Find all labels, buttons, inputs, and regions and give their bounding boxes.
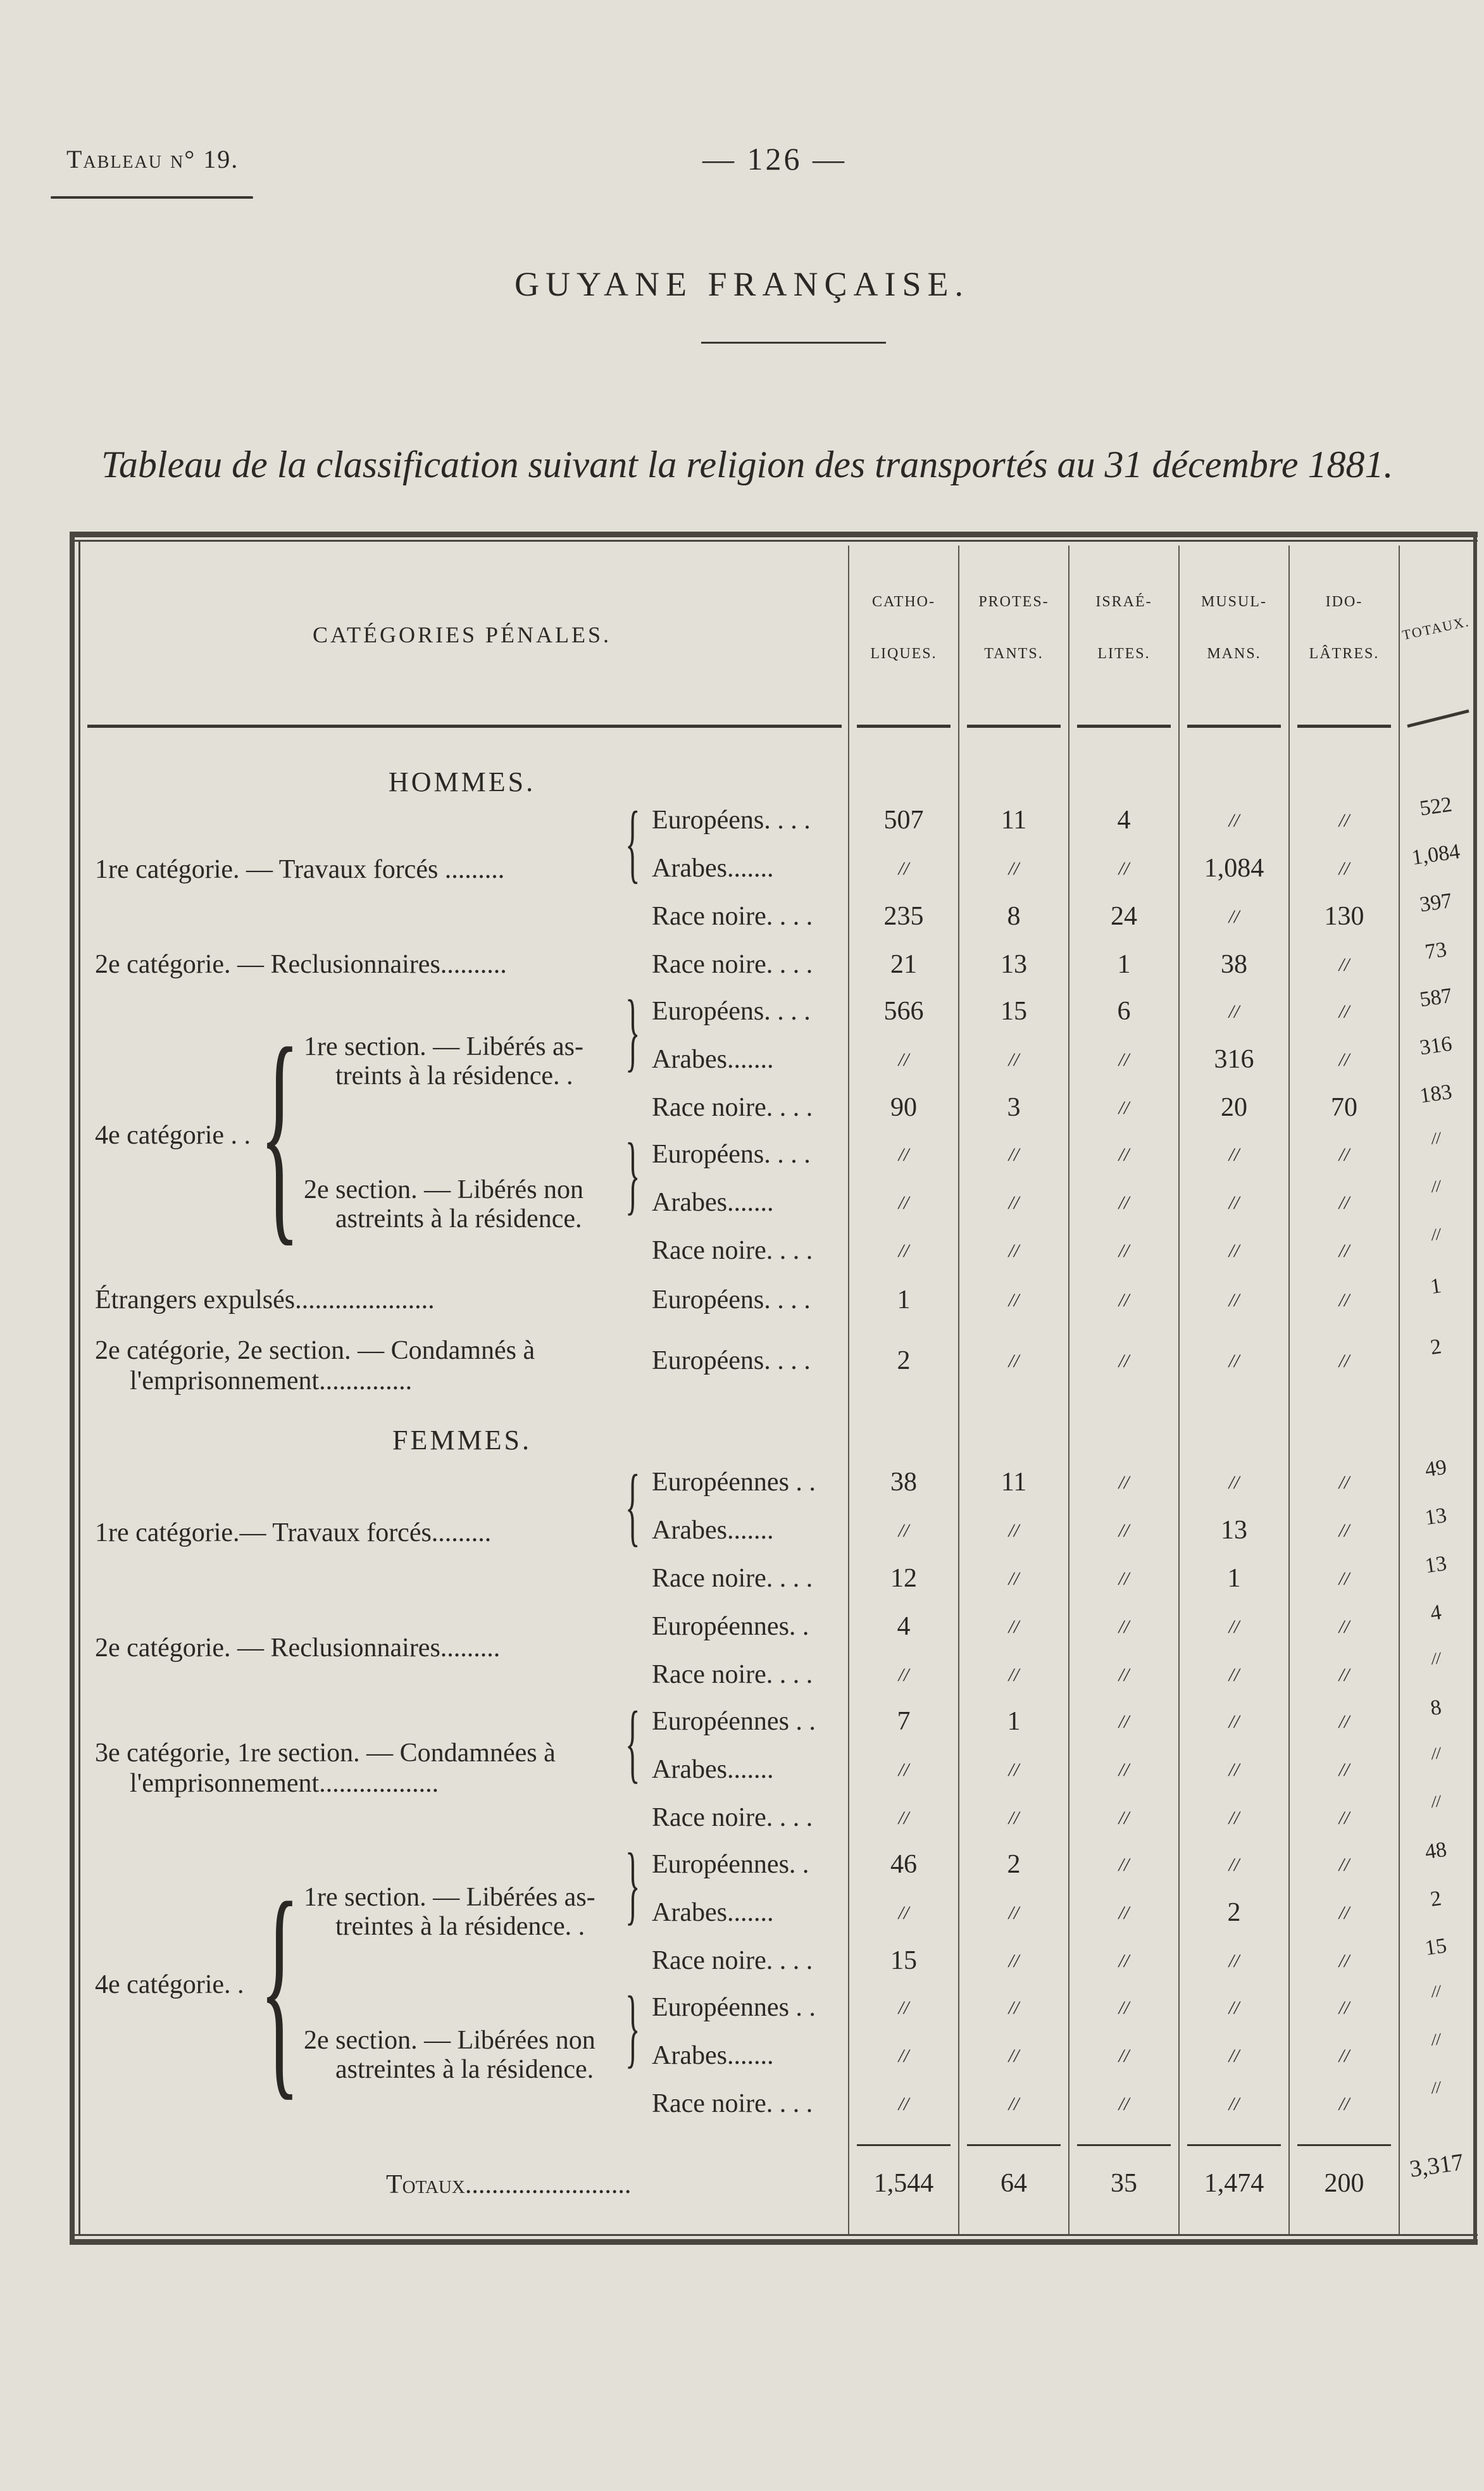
row-total: // bbox=[1430, 1649, 1442, 1668]
category-label: treints à la résidence. . bbox=[335, 1061, 573, 1090]
row-label: Race noire. . . . bbox=[652, 1803, 813, 1832]
table-cell: // bbox=[1338, 1807, 1350, 1828]
row-label: Arabes....... bbox=[652, 2041, 774, 2070]
row-total: 48 bbox=[1423, 1837, 1449, 1864]
table-frame-bottom-inner bbox=[70, 2234, 1478, 2236]
table-cell: // bbox=[1008, 1759, 1019, 1780]
table-cell: // bbox=[898, 2045, 909, 2066]
table-cell: // bbox=[1008, 1616, 1019, 1637]
table-cell: // bbox=[898, 1807, 909, 1828]
table-cell: // bbox=[1338, 1664, 1350, 1685]
row-label: Européens. . . . bbox=[652, 806, 811, 835]
table-cell: // bbox=[898, 1902, 909, 1923]
table-cell: 11 bbox=[1001, 1468, 1027, 1497]
table-cell: // bbox=[1228, 1144, 1240, 1165]
table-cell: // bbox=[1118, 1759, 1130, 1780]
table-cell: // bbox=[1118, 1807, 1130, 1828]
table-frame-top-inner bbox=[70, 540, 1478, 542]
row-label: Européennes . . bbox=[652, 1993, 816, 2022]
table-cell: 4 bbox=[897, 1612, 911, 1641]
row-total: 1,084 bbox=[1410, 839, 1462, 870]
table-cell: // bbox=[1008, 1997, 1019, 2018]
total-catholiques: 1,544 bbox=[873, 2169, 934, 2198]
col-header-protestants-2: TANTS. bbox=[984, 646, 1044, 662]
table-cell: // bbox=[1338, 1192, 1350, 1213]
row-label: Européens. . . . bbox=[652, 997, 811, 1026]
col-header-musulmans: MUSUL- bbox=[1200, 594, 1267, 610]
row-label: Race noire. . . . bbox=[652, 1236, 813, 1265]
table-cell: // bbox=[1008, 1664, 1019, 1685]
table-cell: // bbox=[1008, 1807, 1019, 1828]
col-divider bbox=[848, 546, 849, 2234]
table-cell: // bbox=[1228, 1472, 1240, 1493]
table-cell: // bbox=[898, 1049, 909, 1070]
table-cell: // bbox=[1118, 858, 1130, 879]
page-number: — 126 — bbox=[702, 141, 847, 177]
table-cell: // bbox=[898, 1192, 909, 1213]
row-total: 397 bbox=[1418, 889, 1454, 917]
row-label: Race noire. . . . bbox=[652, 950, 813, 979]
table-cell: // bbox=[1008, 1192, 1019, 1213]
table-cell: // bbox=[1228, 2094, 1240, 2114]
table-cell: // bbox=[1338, 1951, 1350, 1971]
table-cell: // bbox=[898, 1997, 909, 2018]
table-cell: 20 bbox=[1221, 1093, 1247, 1122]
total-israelites: 35 bbox=[1111, 2169, 1137, 2198]
table-cell: 3 bbox=[1007, 1093, 1021, 1122]
table-cell: // bbox=[1228, 1951, 1240, 1971]
row-label: Race noire. . . . bbox=[652, 1564, 813, 1593]
table-cell: // bbox=[1228, 1664, 1240, 1685]
table-cell: // bbox=[1338, 858, 1350, 879]
table-cell: // bbox=[1338, 1711, 1350, 1732]
table-cell: 38 bbox=[890, 1468, 917, 1497]
table-cell: // bbox=[898, 1664, 909, 1685]
table-cell: // bbox=[1008, 2045, 1019, 2066]
table-cell: // bbox=[1338, 1520, 1350, 1541]
row-label: Arabes....... bbox=[652, 1516, 774, 1545]
table-cell: 130 bbox=[1324, 902, 1364, 931]
table-cell: // bbox=[1008, 1902, 1019, 1923]
table-cell: // bbox=[1228, 2045, 1240, 2066]
brace: { bbox=[625, 794, 640, 892]
table-cell: // bbox=[1338, 2094, 1350, 2114]
table-cell: // bbox=[898, 1240, 909, 1261]
category-label: 1re catégorie.— Travaux forcés......... bbox=[95, 1518, 492, 1547]
table-cell: // bbox=[1338, 810, 1350, 831]
category-label: 2e catégorie. — Reclusionnaires.......... bbox=[95, 950, 507, 979]
table-cell: 316 bbox=[1214, 1045, 1254, 1074]
category-label: astreintes à la résidence. bbox=[335, 2055, 594, 2084]
table-cell: 13 bbox=[1221, 1516, 1247, 1545]
table-cell: // bbox=[1338, 1240, 1350, 1261]
table-cell: 235 bbox=[883, 902, 924, 931]
col-header-protestants: PROTES- bbox=[978, 594, 1049, 610]
totals-rule bbox=[967, 2144, 1061, 2146]
table-cell: 8 bbox=[1007, 902, 1021, 931]
table-cell: // bbox=[1118, 1520, 1130, 1541]
table-cell: 2 bbox=[897, 1346, 911, 1375]
table-cell: 1,084 bbox=[1204, 854, 1264, 883]
table-cell: // bbox=[1338, 1049, 1350, 1070]
table-cell: 70 bbox=[1331, 1093, 1357, 1122]
row-total: 587 bbox=[1418, 983, 1454, 1012]
table-cell: // bbox=[1008, 2094, 1019, 2114]
row-label: Européens. . . . bbox=[652, 1285, 811, 1314]
table-cell: // bbox=[1338, 1854, 1350, 1875]
table-cell: // bbox=[1338, 1759, 1350, 1780]
table-cell: // bbox=[1118, 1664, 1130, 1685]
table-cell: // bbox=[1008, 858, 1019, 879]
row-total: 183 bbox=[1418, 1080, 1454, 1108]
col-divider bbox=[958, 546, 959, 2234]
table-frame-left-inner bbox=[78, 540, 80, 2236]
col-divider bbox=[1288, 546, 1290, 2234]
col-header-totaux: TOTAUX. bbox=[1400, 613, 1471, 643]
table-cell: // bbox=[1118, 1240, 1130, 1261]
table-cell: // bbox=[1118, 1951, 1130, 1971]
table-cell: // bbox=[1338, 954, 1350, 975]
table-cell: // bbox=[1228, 1854, 1240, 1875]
header-rule bbox=[1407, 709, 1469, 728]
col-divider bbox=[1399, 546, 1400, 2234]
brace: { bbox=[259, 999, 300, 1266]
table-cell: // bbox=[898, 1759, 909, 1780]
brace: } bbox=[625, 1125, 640, 1223]
table-frame-left bbox=[70, 532, 75, 2245]
row-total: 15 bbox=[1423, 1933, 1449, 1961]
table-cell: // bbox=[1118, 1144, 1130, 1165]
category-label: treintes à la résidence. . bbox=[335, 1912, 585, 1941]
row-total: // bbox=[1430, 1177, 1442, 1196]
row-total: 2 bbox=[1428, 1335, 1443, 1360]
category-label: 4e catégorie. . bbox=[95, 1970, 244, 1999]
row-total: // bbox=[1430, 1982, 1442, 2001]
table-cell: 46 bbox=[890, 1850, 917, 1879]
table-frame-bottom bbox=[70, 2239, 1478, 2245]
row-label: Arabes....... bbox=[652, 1755, 774, 1784]
col-divider bbox=[1068, 546, 1069, 2234]
table-cell: // bbox=[1008, 1240, 1019, 1261]
row-total: 1 bbox=[1428, 1274, 1443, 1299]
row-label: Européennes. . bbox=[652, 1612, 809, 1641]
table-cell: // bbox=[1118, 1711, 1130, 1732]
table-cell: 15 bbox=[890, 1946, 917, 1975]
header-rule bbox=[1077, 725, 1171, 728]
table-cell: // bbox=[1228, 810, 1240, 831]
totals-rule bbox=[857, 2144, 951, 2146]
brace: { bbox=[259, 1854, 300, 2120]
row-total: 8 bbox=[1428, 1695, 1443, 1721]
totals-rule bbox=[1077, 2144, 1171, 2146]
brace: } bbox=[625, 1835, 640, 1933]
header-rule bbox=[1187, 725, 1281, 728]
row-total: // bbox=[1430, 1744, 1442, 1763]
brace: { bbox=[625, 1694, 640, 1792]
row-label: Européennes. . bbox=[652, 1850, 809, 1879]
totals-rule bbox=[1187, 2144, 1281, 2146]
col-header-israelites: ISRAÉ- bbox=[1095, 594, 1152, 610]
table-cell: // bbox=[1118, 1192, 1130, 1213]
category-label: 2e catégorie. — Reclusionnaires......... bbox=[95, 1633, 501, 1663]
table-cell: // bbox=[1338, 1568, 1350, 1589]
row-label: Arabes....... bbox=[652, 1898, 774, 1927]
table-frame-right bbox=[1473, 532, 1477, 2245]
table-cell: // bbox=[1338, 1144, 1350, 1165]
table-cell: // bbox=[1008, 1351, 1019, 1371]
section-femmes: FEMMES. bbox=[392, 1425, 532, 1456]
table-cell: 2 bbox=[1007, 1850, 1021, 1879]
row-label: Race noire. . . . bbox=[652, 1660, 813, 1689]
col-header-israelites-2: LITES. bbox=[1097, 646, 1150, 662]
table-cell: 2 bbox=[1227, 1898, 1241, 1927]
category-label: 1re section. — Libérés as- bbox=[304, 1032, 584, 1061]
row-label: Arabes....... bbox=[652, 1045, 774, 1074]
table-cell: // bbox=[1008, 1049, 1019, 1070]
table-cell: // bbox=[1008, 1951, 1019, 1971]
table-cell: // bbox=[1118, 1854, 1130, 1875]
category-label: l'emprisonnement.............. bbox=[130, 1366, 413, 1395]
col-header-categories: CATÉGORIES PÉNALES. bbox=[312, 622, 612, 647]
table-cell: // bbox=[1228, 1616, 1240, 1637]
table-cell: // bbox=[1228, 1759, 1240, 1780]
table-cell: // bbox=[1338, 1997, 1350, 2018]
table-cell: // bbox=[898, 1520, 909, 1541]
total-idolatres: 200 bbox=[1324, 2169, 1364, 2198]
table-cell: 90 bbox=[890, 1093, 917, 1122]
brace: } bbox=[625, 1978, 640, 2076]
table-cell: // bbox=[898, 858, 909, 879]
header-underline bbox=[51, 196, 253, 199]
table-cell: // bbox=[1338, 1472, 1350, 1493]
grand-total: 3,317 bbox=[1407, 2149, 1466, 2183]
row-total: 2 bbox=[1428, 1887, 1443, 1912]
row-total: 522 bbox=[1418, 792, 1454, 821]
row-label: Européens. . . . bbox=[652, 1346, 811, 1375]
row-total: 4 bbox=[1428, 1601, 1443, 1626]
table-reference: Tableau n° 19. bbox=[66, 145, 239, 173]
table-cell: // bbox=[1338, 1001, 1350, 1022]
table-cell: // bbox=[1118, 1568, 1130, 1589]
row-label: Race noire. . . . bbox=[652, 1093, 813, 1122]
row-label: Européennes . . bbox=[652, 1468, 816, 1497]
row-total: // bbox=[1430, 1225, 1442, 1244]
row-label: Race noire. . . . bbox=[652, 902, 813, 931]
total-protestants: 64 bbox=[1001, 2169, 1027, 2198]
table-cell: // bbox=[1008, 1144, 1019, 1165]
row-label: Arabes....... bbox=[652, 1188, 774, 1217]
table-cell: 1 bbox=[1007, 1707, 1021, 1736]
row-total: 13 bbox=[1423, 1503, 1449, 1530]
col-header-idolatres: IDO- bbox=[1325, 594, 1363, 610]
table-cell: 7 bbox=[897, 1707, 911, 1736]
header-rule bbox=[967, 725, 1061, 728]
table-cell: // bbox=[1338, 1351, 1350, 1371]
row-total: 13 bbox=[1423, 1551, 1449, 1578]
row-label: Race noire. . . . bbox=[652, 2089, 813, 2118]
category-label: 2e catégorie, 2e section. — Condamnés à bbox=[95, 1336, 535, 1365]
table-cell: // bbox=[1338, 1902, 1350, 1923]
table-cell: // bbox=[1008, 1290, 1019, 1311]
row-label: Européens. . . . bbox=[652, 1140, 811, 1169]
table-cell: 15 bbox=[1001, 997, 1027, 1026]
table-cell: 566 bbox=[883, 997, 924, 1026]
row-label: Européennes . . bbox=[652, 1707, 816, 1736]
category-label: 1re section. — Libérées as- bbox=[304, 1883, 595, 1912]
page-title: GUYANE FRANÇAISE. bbox=[514, 265, 970, 303]
col-header-catholiques: CATHO- bbox=[872, 594, 935, 610]
table-cell: // bbox=[1118, 1097, 1130, 1118]
table-cell: // bbox=[1228, 1997, 1240, 2018]
row-total: // bbox=[1430, 2078, 1442, 2097]
total-musulmans: 1,474 bbox=[1204, 2169, 1264, 2198]
category-label: Étrangers expulsés..................... bbox=[95, 1285, 435, 1314]
table-cell: // bbox=[1228, 1711, 1240, 1732]
table-cell: 507 bbox=[883, 806, 924, 835]
category-label: astreints à la résidence. bbox=[335, 1204, 582, 1233]
category-label: 1re catégorie. — Travaux forcés ......... bbox=[95, 855, 505, 884]
table-cell: 1 bbox=[1117, 950, 1131, 979]
table-cell: // bbox=[1338, 2045, 1350, 2066]
table-cell: // bbox=[1228, 906, 1240, 927]
table-cell: // bbox=[1118, 1616, 1130, 1637]
table-cell: 38 bbox=[1221, 950, 1247, 979]
table-cell: 11 bbox=[1001, 806, 1027, 835]
col-header-musulmans-2: MANS. bbox=[1207, 646, 1261, 662]
row-total: 316 bbox=[1418, 1032, 1454, 1060]
table-cell: // bbox=[1118, 1472, 1130, 1493]
table-cell: 21 bbox=[890, 950, 917, 979]
row-total: 73 bbox=[1423, 937, 1449, 965]
row-label: Race noire. . . . bbox=[652, 1946, 813, 1975]
row-total: 49 bbox=[1423, 1455, 1449, 1482]
table-subtitle: Tableau de la classification suivant la religion des transportés au 31 décembre 1881. bbox=[101, 444, 1394, 485]
category-label: 2e section. — Libérées non bbox=[304, 2026, 595, 2055]
row-total: // bbox=[1430, 1792, 1442, 1811]
header-rule bbox=[1297, 725, 1391, 728]
row-label: Arabes....... bbox=[652, 854, 774, 883]
table-cell: // bbox=[1118, 1351, 1130, 1371]
table-cell: // bbox=[1228, 1192, 1240, 1213]
table-cell: // bbox=[1228, 1290, 1240, 1311]
table-cell: // bbox=[1118, 1997, 1130, 2018]
row-total: // bbox=[1430, 1128, 1442, 1148]
totals-label: Totaux......................... bbox=[386, 2170, 632, 2199]
table-cell: // bbox=[1118, 1049, 1130, 1070]
category-label: l'emprisonnement.................. bbox=[130, 1769, 439, 1798]
col-header-catholiques-2: LIQUES. bbox=[870, 646, 937, 662]
table-cell: // bbox=[1228, 1807, 1240, 1828]
row-total: // bbox=[1430, 2030, 1442, 2049]
table-cell: // bbox=[1008, 1568, 1019, 1589]
table-frame-top bbox=[70, 532, 1478, 537]
totals-rule bbox=[1297, 2144, 1391, 2146]
category-label: 4e catégorie . . bbox=[95, 1121, 251, 1150]
table-cell: // bbox=[1118, 1902, 1130, 1923]
brace: { bbox=[625, 1457, 640, 1555]
table-cell: // bbox=[1228, 1001, 1240, 1022]
header-rule bbox=[857, 725, 951, 728]
table-cell: 13 bbox=[1001, 950, 1027, 979]
table-cell: 12 bbox=[890, 1564, 917, 1593]
table-cell: // bbox=[1338, 1616, 1350, 1637]
table-cell: // bbox=[898, 1144, 909, 1165]
table-cell: // bbox=[1008, 1520, 1019, 1541]
table-cell: 1 bbox=[897, 1285, 911, 1314]
table-cell: 1 bbox=[1227, 1564, 1241, 1593]
title-rule bbox=[701, 342, 886, 344]
table-cell: // bbox=[1118, 1290, 1130, 1311]
brace: } bbox=[625, 982, 640, 1080]
category-label: 2e section. — Libérés non bbox=[304, 1175, 584, 1204]
table-cell: // bbox=[1228, 1351, 1240, 1371]
header-rule bbox=[87, 725, 842, 728]
table-cell: // bbox=[1118, 2045, 1130, 2066]
table-cell: 6 bbox=[1117, 997, 1131, 1026]
table-cell: 4 bbox=[1117, 806, 1131, 835]
table-cell: // bbox=[1338, 1290, 1350, 1311]
section-hommes: HOMMES. bbox=[388, 766, 536, 797]
table-cell: // bbox=[1228, 1240, 1240, 1261]
table-cell: // bbox=[898, 2094, 909, 2114]
col-divider bbox=[1178, 546, 1180, 2234]
table-cell: 24 bbox=[1111, 902, 1137, 931]
category-label: 3e catégorie, 1re section. — Condamnées à bbox=[95, 1739, 556, 1768]
table-cell: // bbox=[1118, 2094, 1130, 2114]
col-header-idolatres-2: LÂTRES. bbox=[1309, 646, 1380, 662]
